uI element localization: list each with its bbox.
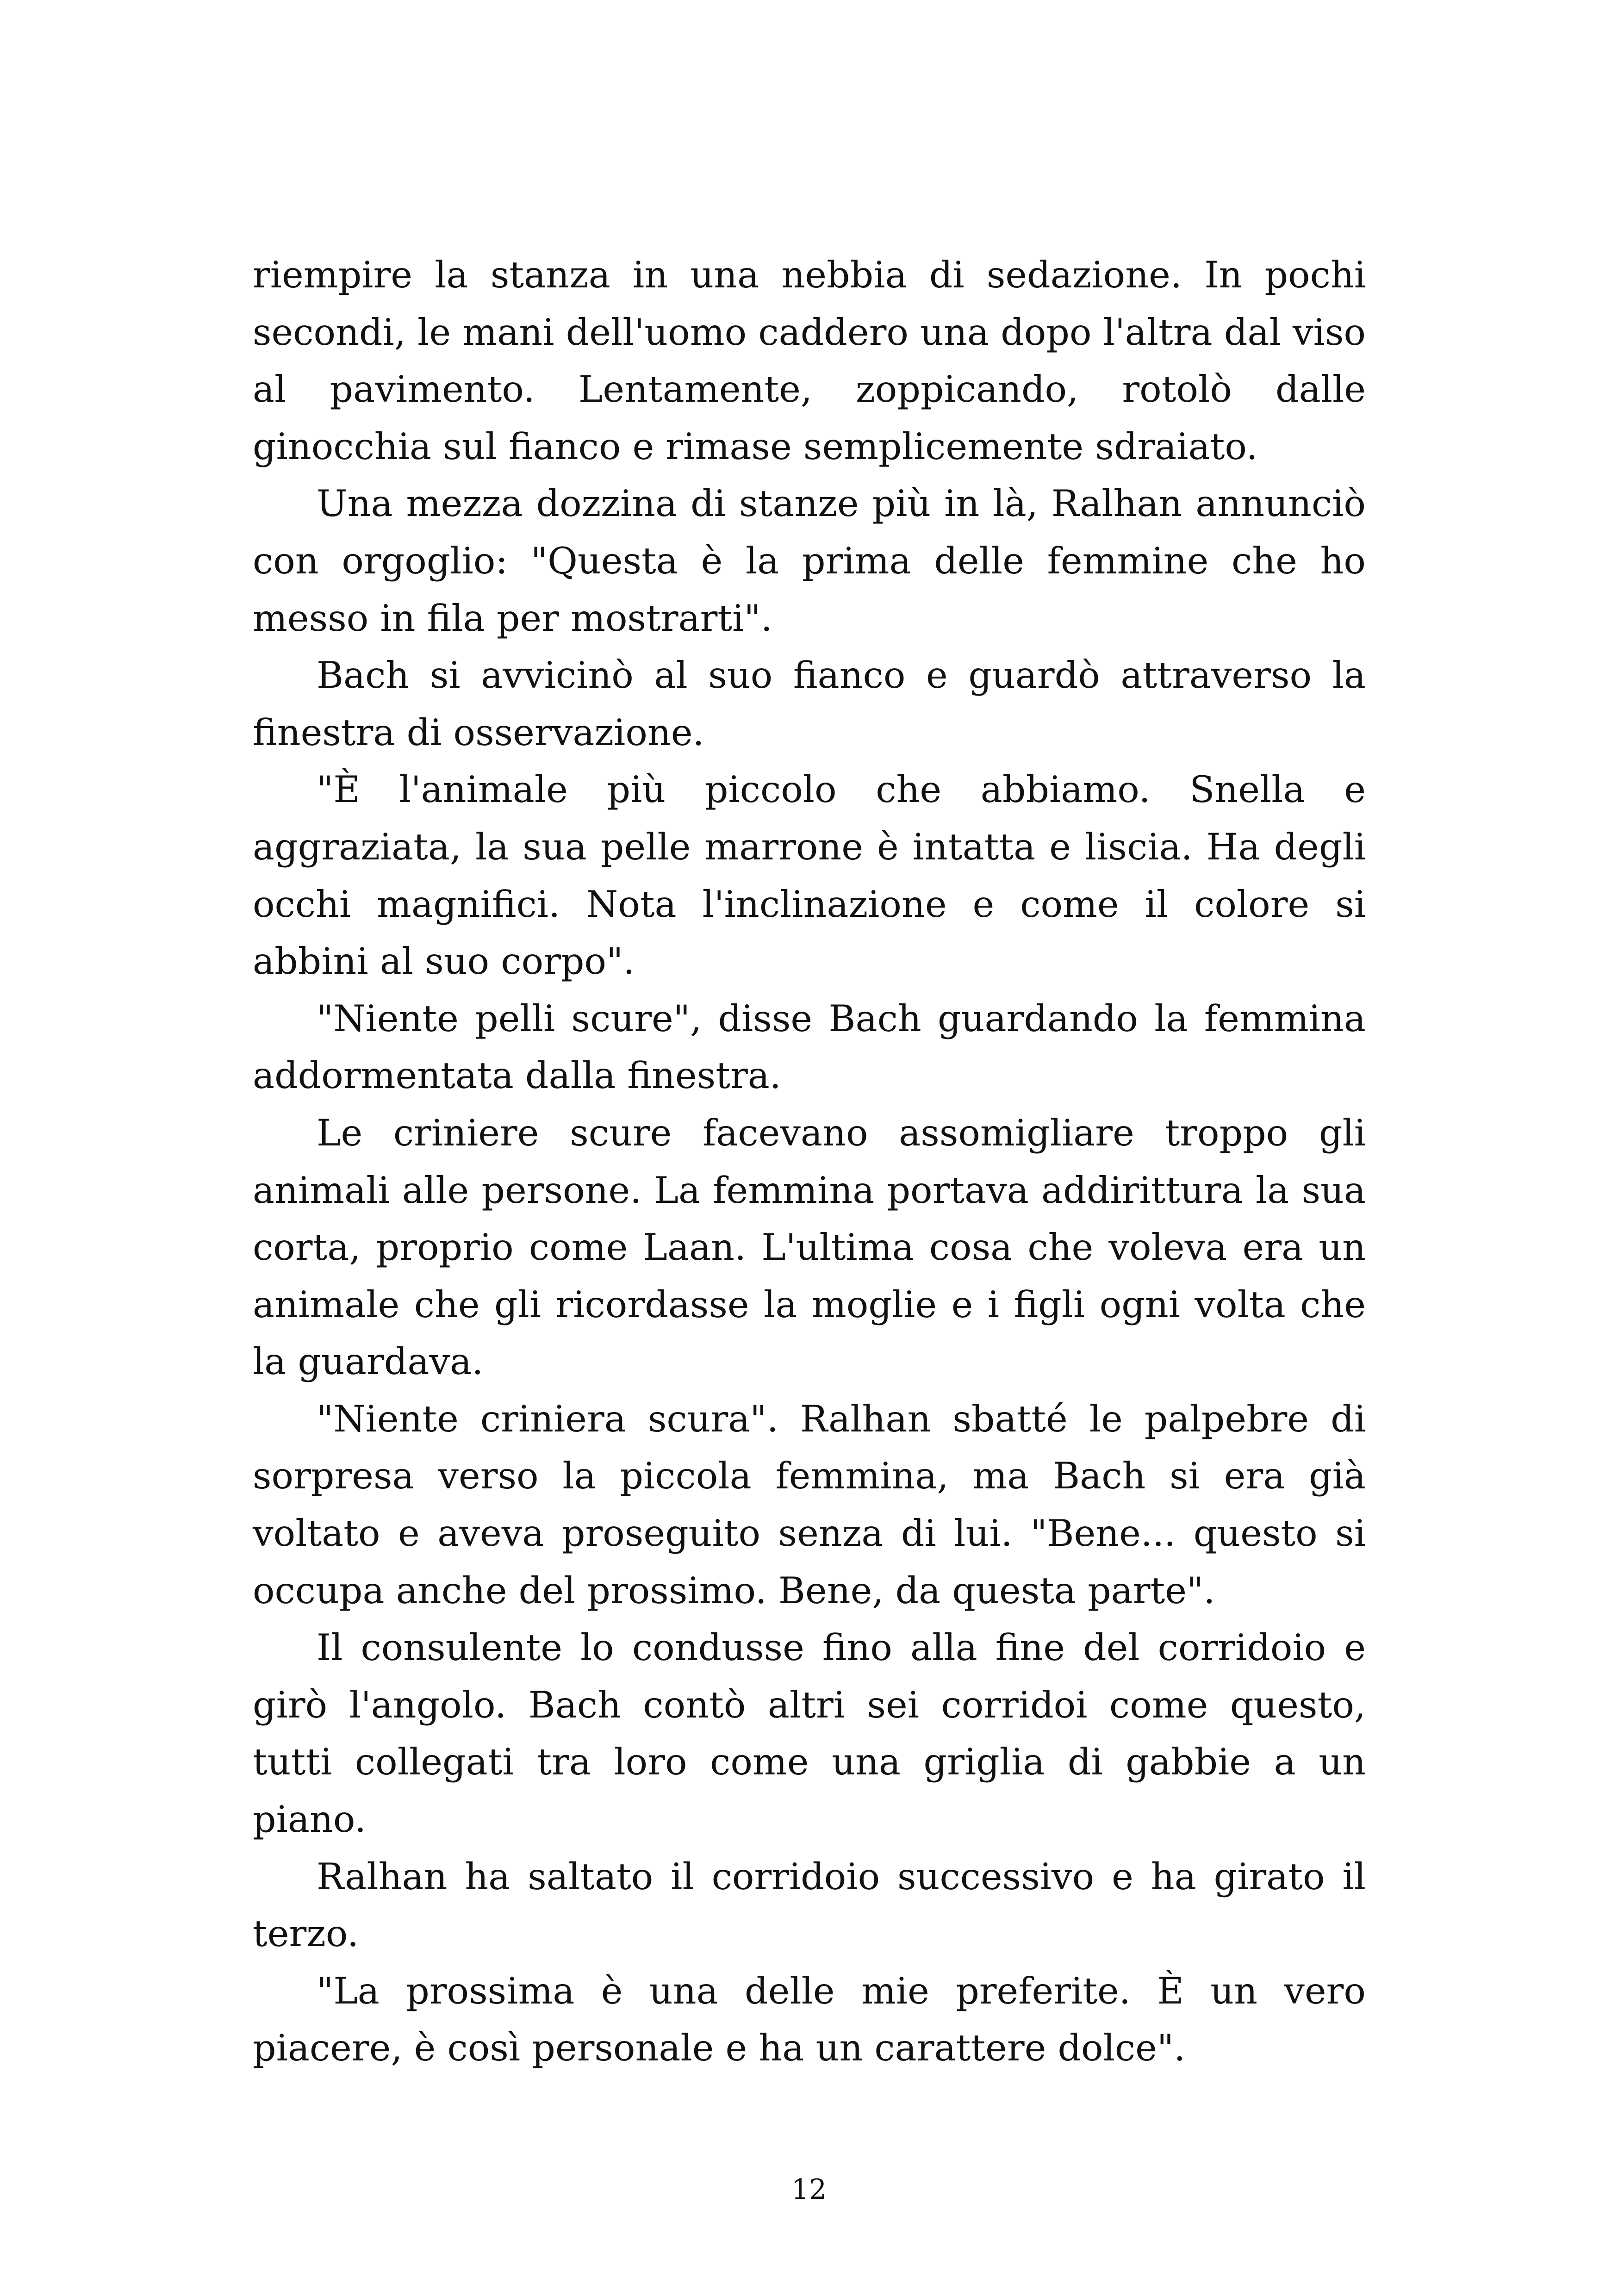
paragraph: "È l'animale più piccolo che abbiamo. Snella e aggraziata, la sua pelle marrone è intatta e liscia. Ha degli occhi magnifici. Nota l'inclinazione e come il colore si abbini al suo corpo". [253, 768, 1366, 983]
paragraph: Bach si avvicinò al suo fianco e guardò attraverso la finestra di osservazione. [253, 654, 1366, 754]
paragraph: Ralhan ha saltato il corridoio successivo e ha girato il terzo. [253, 1855, 1366, 1955]
paragraph: Il consulente lo condusse fino alla fine del corridoio e girò l'angolo. Bach contò altri sei corridoi come questo, tutti collegati tra loro come una griglia di gabbie a un piano. [253, 1626, 1366, 1841]
body-text [253, 247, 1366, 2077]
paragraph: riempire la stanza in una nebbia di sedazione. In pochi secondi, le mani dell'uomo caddero una dopo l'altra dal viso al pavimento. Lentamente, zoppicando, rotolò dalle ginocchia sul fianco e rimase semplicemente sdraiato. [253, 254, 1366, 468]
paragraph: "Niente pelli scure", disse Bach guardando la femmina addormentata dalla finestra. [253, 997, 1366, 1097]
paragraph: "Niente criniera scura". Ralhan sbatté le palpebre di sorpresa verso la piccola femmina, ma Bach si era già voltato e aveva proseguito senza di lui. "Bene... questo si occupa anche del prossimo. Bene, da questa parte". [253, 1397, 1366, 1612]
paragraph: Una mezza dozzina di stanze più in là, Ralhan annunciò con orgoglio: "Questa è la prima delle femmine che ho messo in fila per mostrarti". [253, 482, 1366, 640]
page-number: 12 [791, 2173, 827, 2206]
paragraph: Le criniere scure facevano assomigliare troppo gli animali alle persone. La femmina portava addirittura la sua corta, proprio come Laan. L'ultima cosa che voleva era un animale che gli ricordasse la moglie e i figli ogni volta che la guardava. [253, 1111, 1366, 1383]
paragraph: "La prossima è una delle mie preferite. È un vero piacere, è così personale e ha un carattere dolce". [253, 1969, 1366, 2070]
